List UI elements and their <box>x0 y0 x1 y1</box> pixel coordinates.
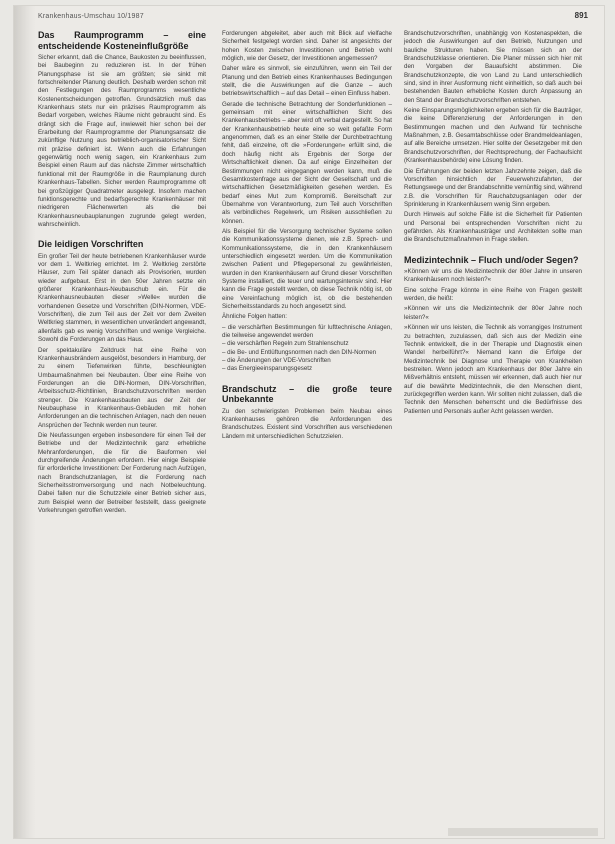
paragraph: Die Erfahrungen der beiden letzten Jahrzehnte zeigen, daß die Vorschriften hinsichtlich der Feuerwehrzufahrten, der Rettungswege und der Brandabschnitte vernünftig sind, während z.B. die Vorschriften für Rauchabzugsanlagen oder der Sprinklerung in Krankenhäusern wenig Sinn ergeben. <box>404 167 582 208</box>
page-number: 891 <box>574 11 588 20</box>
section-heading-brandschutz: Brandschutz – die große teure Unbekannte <box>222 383 392 405</box>
paragraph: »Können wir uns die Medizintechnik der 80er Jahre in unseren Krankenhäusern noch leisten?« <box>404 268 582 284</box>
paragraph: Ein großer Teil der heute betriebenen Krankenhäuser wurde vor dem 1. Weltkrieg errichtet. Im 2. Weltkrieg zerstörte Häuser, zum Teil später danach als Provisorien, wurden wieder aufgebaut. Erst in den 50er Jahren setzte ein größerer Krankenhaus-Neubauschub ein. Für die Krankenhausneubauten dieser »Welle« wurden die vorhandenen Gesetze und Vorschriften (DIN-Normen, VDE-Vorschriften), die zum Teil aus der Zeit vor dem Zweiten Weltkrieg stammen, in wesentlichen unverändert angewandt, allenfalls gab es wenig Vorschriften und wenige Vergleiche. Sowohl die Forderungen an das Haus. <box>38 252 206 344</box>
paragraph: Keine Einsparungsmöglichkeiten ergeben sich für die Bauträger, die keine Differenzierung der Anforderungen in den Bestimmungen machen und den Aufwand für technische Maßnahmen, z.B. Gesamtabschlüsse oder Brandmeldeanlagen, auf alle Bereiche umsetzen. Hier sollte der Gesetzgeber mit den Brandschutzvorschriften, der Rechtsprechung, der Fachaufsicht (Krankenhausbehörde) eine Lösung finden. <box>404 107 582 165</box>
scan-edge-shadow <box>448 828 598 836</box>
column-1 <box>38 30 206 517</box>
column-2 <box>222 30 392 443</box>
paragraph: Brandschutzvorschriften, unabhängig von Kostenaspekten, die jedoch die Auswirkungen auf den Betrieb, Nutzungen und bauliche Strukturen haben. Sie müssen sich an der Brandschutzklasse orientieren. Die Planer müssen sich hier mit den Vorgaben der Bauaufsicht abstimmen. Die Brandschutzkonzepte, die von Land zu Land unterschiedlich sind, sind in ihrer Ausformung nicht einheitlich, so daß auch bei bestehenden Bauten erhebliche Kosten durch Anpassung an den Stand der Brandschutzvorschriften entstehen. <box>404 30 582 104</box>
paragraph: Die Neufassungen ergeben insbesondere für einen Teil der Betriebe und der Medizintechnik ganz erhebliche Mehranforderungen, die für die Bauformen viel durchgreifende Änderungen erfordern. Hier einige Beispiele für erforderliche Investitionen: Der Forderung nach Aufzügen, nach Brandschutzanlagen, ist die Forderung nach Sicherheitsstromversorgung und nach Notbeleuchtung. Dabei fallen nur die Schutzziele einer Betrieb sicher aus, zum Beispiel wenn der Betreiber feststellt, dass geeignete Vorkehrungen getroffen werden. <box>38 431 206 515</box>
paragraph: Der spektakuläre Zeitdruck hat eine Reihe von Krankenhausbrändern ausgelöst, besonders in Hamburg, der zu einem Tiefenwirken führte, beschleunigten Umbaumaßnahmen bei Neubauten. Über eine Reihe von Forderungen an die DIN-Normen, DIN-Vorschriften, Arbeitsschutz-Richtlinien, Brandschutzvorschriften werden strenger. Die Krankenhausbauten aus der Zeit der Neubauphase in Krankenhaus-Gebäuden mit hohen Anforderungen an die technischen Anlagen, nach den neuen Ansprüchen der Technik werden nun teurer. <box>38 346 206 429</box>
page-header <box>38 10 594 24</box>
paragraph: Eine solche Frage könnte in eine Reihe von Fragen gestellt werden, die heißt: <box>404 286 582 303</box>
paragraph: Daher wäre es sinnvoll, sie einzuführen, wenn ein Teil der Planung und den Betrieb eines Krankenhauses Bedingungen stellt, die die Auswirkungen auf die Ganze – auch betriebswirtschaftlich – auf das Detail – einen Einfluss haben. <box>222 65 392 98</box>
paragraph: Als Beispiel für die Versorgung technischer Systeme sollen die Kommunikationssysteme dienen, wie z.B. Sprech- und Kommunikationssysteme, die in den Krankenhäusern unterschiedlich eingesetzt werden. Um die Kommunikation zwischen Patient und Pflegepersonal zu gewährleisten, wurden in den Krankenhäusern auf Grund dieser Vorschriften Systeme installiert, die teuer und wartungsintensiv sind. Hier kann die Frage gestellt werden, ob diese Technik nötig ist, ob eine Vereinfachung möglich ist, ob die bestehenden Sicherheitsstandards zu hoch angesetzt sind. <box>222 227 392 310</box>
paragraph: Sicher erkannt, daß die Chance, Baukosten zu beeinflussen, bei Baubeginn zu reduzieren ist. In der frühen Planungsphase ist sie am größten; sie sinkt mit fortschreitender Planung deutlich. Deshalb werden schon mit den Festlegungen des Raumprogramms wesentliche Kostenentscheidungen getroffen. Grundsätzlich muß das Krankenhaus stets nur ein präzises Raumprogramm als Bedarf vorgeben, welches Räume nicht gebraucht sind. Es drängt sich die Frage auf, inwieweit hier schon bei der Erarbeitung der Raumprogramme der Planungsansatz die zukünftige Nutzung aus betrieblich-organisatorischer Sicht mit präzise definiert ist. Wenn auch die Erfahrungen gegenwärtig noch wenig sagen, ein Krankenhaus zum Beispiel einen Raum auf das nächste Zimmer wirtschaftlich funktional mit der Raumgröße in die Raumplanung durch Krankenhaus-Tabellen. Sicher werden Raumprogramme oft bei großzügiger Quadratmeter ausgelegt. Insofern machen funktionsgerechte und bedarfsgerechte Krankenhäuser mit niedrigeren Flächenwerten als die bei Krankenhausneubauplanungen zugrunde gelegt werden, wahrscheinlich. <box>38 54 206 228</box>
paragraph: Gerade die technische Betrachtung der Sonderfunktionen – gemeinsam mit einer wirtschaftlichen Sicht des Krankenhausbetriebs – aber wird oft verbal dargestellt. So hat der Krankenhausbetrieb heute eine so weit gefaßte Form angenommen, daß es an einer Stelle der Durchbetrachtung fehlt, daß einzelne, oft die »Forderungen« erfüllt sind, die doch häufig nicht als Ergebnis der Sorge der Wirtschaftlichkeit dienen. Da auf einige Einzelheiten der Bestimmungen nicht eingegangen werden kann, muß die Gesamtkostenfrage aus der Sicht der Gesellschaft und die wirtschaftlichen Gesetzmäßigkeiten gesehen werden. Es bedarf eines Mut zum Kompromiß. Bereitschaft zur Übernahme von Verantwortung, zum Teil auch Vorschriften als verbindliches Regelwerk, um Risiken ausschließen zu können. <box>222 100 392 225</box>
list-item: – die Be- und Entlüftungsnormen nach den DIN-Normen <box>222 348 377 356</box>
section-heading-medizintechnik: Medizintechnik – Fluch und/oder Segen? <box>404 254 579 265</box>
paragraph: »Können wir uns die Medizintechnik der 80er Jahre noch leisten?« <box>404 305 582 321</box>
paragraph: Zu den schwierigsten Problemen beim Neubau eines Krankenhauses gehören die Anforderungen des Brandschutzes. Existent sind Vorschriften aus verschiedenen Ländern mit unterschiedlichen Schutzzielen. <box>222 407 392 440</box>
list-item: – die verschärften Bestimmungen für lufttechnische Anlagen, die teilweise angewendet werden <box>222 323 392 340</box>
consequences-list <box>222 324 392 374</box>
document-page <box>14 6 604 838</box>
list-item: – die Änderungen der VDE-Vorschriften <box>222 357 331 365</box>
section-heading-vorschriften: Die leidigen Vorschriften <box>38 239 144 250</box>
column-3 <box>404 30 582 418</box>
list-title: Ähnliche Folgen hatten: <box>222 313 288 321</box>
paragraph: Forderungen abgeleitet, aber auch mit Blick auf vielfache Sicherheit festgelegt worden sind. Daher ist angesichts der hohen Kosten zwischen Investitionen und Betrieb wohl möglich, wie der Gesetz, der Investitionen angemessen? <box>222 30 392 63</box>
paragraph: Durch Hinweis auf solche Fälle ist die Sicherheit für Patienten und Personal bei entsprechenden Vorschriften nicht zu gefährden. Als Krankenhausträger und Architekten sollte man die Brandschutzmaßnahmen in Frage stellen. <box>404 211 582 244</box>
binding-shadow <box>14 6 36 838</box>
list-item: – das Energieeinsparungsgesetz <box>222 365 313 373</box>
section-heading-raumprogramm: Das Raumprogramm – eine entscheidende Kosteneinflußgröße <box>38 30 206 51</box>
paragraph: »Können wir uns leisten, die Technik als vorrangiges Instrument zu betrachten, zuzulassen, daß sich aus der Medizin eine Technik entwickelt, die in der Therapie und Diagnostik einen Wandel herbeiführt?« Niemand kann die Erfolge der Medizintechnik bei Diagnose und Therapie von Krankheiten bestreiten. Wenn jedoch am Krankenhaus der 80er Jahre ein Mißverhältnis entsteht, müssen wir erkennen, daß auch hier nur auf die bewährte Medizintechnik, die den Menschen dient, zurückgegriffen werden kann. Wir sollten nicht zulassen, daß die Technik den Menschen beherrscht und die Bedürfnisse des Patienten und Personals außer Acht gelassen werden. <box>404 324 582 415</box>
journal-reference: Krankenhaus-Umschau 10/1987 <box>38 13 144 20</box>
list-item: – die verschärften Regeln zum Strahlenschutz <box>222 340 349 348</box>
